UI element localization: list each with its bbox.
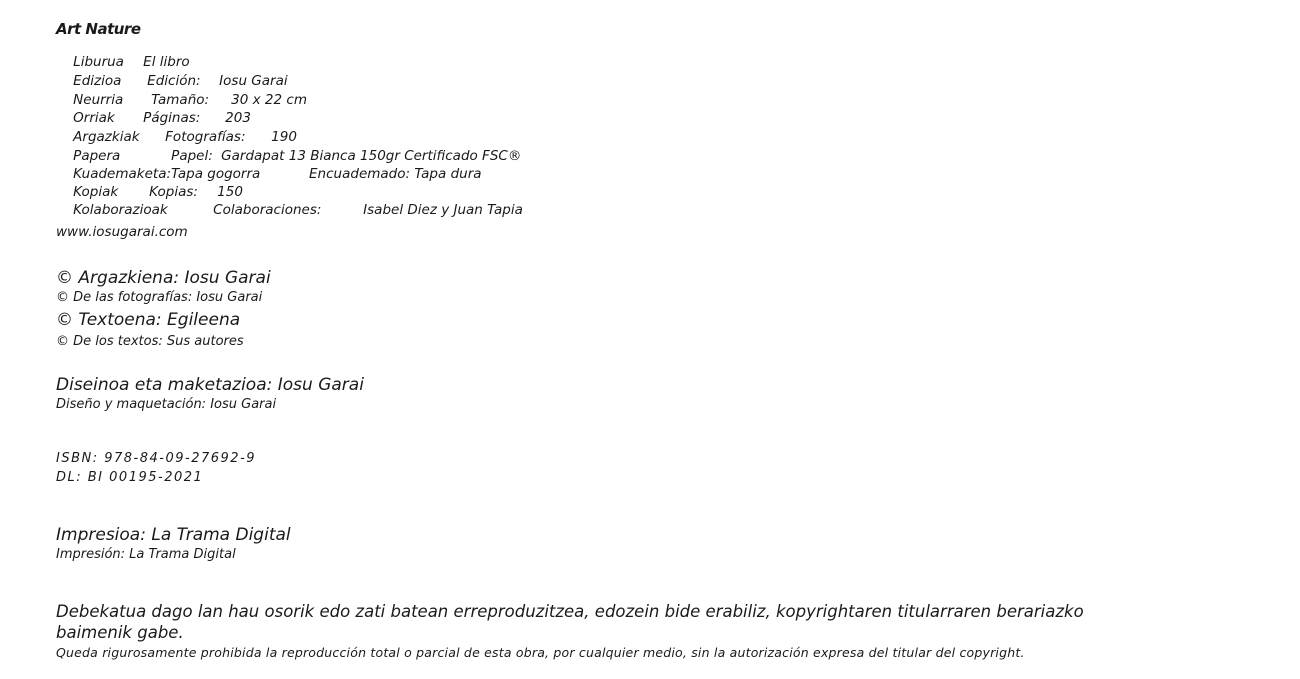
spec-label-es: Tamaño:: [151, 91, 210, 108]
spec-value: 150: [217, 183, 243, 200]
printing-credit-eu: Impresioa: La Trama Digital: [56, 525, 291, 545]
spec-label-eu: Kolaborazioak: [73, 201, 168, 218]
rights-notice-es: Queda rigurosamente prohibida la reproducción total o parcial de esta obra, por cualquier medio, sin la autorización expresa del titular del copyright.: [56, 645, 1025, 660]
design-credit-es: Diseño y maquetación: Iosu Garai: [56, 397, 277, 412]
design-credit-eu: Diseinoa eta maketazioa: Iosu Garai: [56, 375, 364, 395]
spec-value-eu: Tapa gogorra: [171, 165, 261, 182]
spec-label-eu: Liburua: [73, 53, 124, 70]
spec-label-eu: Kopiak: [73, 183, 119, 200]
isbn: ISBN: 978-84-09-27692-9: [56, 451, 257, 466]
website-url: www.iosugarai.com: [56, 224, 188, 240]
spec-label-es: El libro: [143, 53, 190, 70]
spec-value: Iosu Garai: [219, 72, 288, 89]
spec-value: Isabel Diez y Juan Tapia: [363, 201, 523, 218]
spec-value: 203: [225, 109, 251, 126]
spec-label-es: Papel:: [171, 147, 213, 164]
spec-label-es: Colaboraciones:: [213, 201, 322, 218]
spec-value: Gardapat 13 Bianca 150gr Certificado FSC®: [221, 147, 522, 164]
spec-label-es: Fotografías:: [165, 128, 246, 145]
photo-copyright-eu: © Argazkiena: Iosu Garai: [56, 268, 271, 288]
book-title: Art Nature: [56, 20, 141, 38]
text-copyright-eu: © Textoena: Egileena: [56, 310, 241, 330]
spec-label-eu: Neurria: [73, 91, 124, 108]
photo-copyright-es: © De las fotografías: Iosu Garai: [56, 290, 263, 305]
spec-label-eu: Edizioa: [73, 72, 122, 89]
spec-label-eu: Papera: [73, 147, 121, 164]
spec-label-es: Edición:: [147, 72, 201, 89]
spec-label-eu: Kuademaketa:: [73, 165, 172, 182]
spec-label-es: Páginas:: [143, 109, 201, 126]
text-copyright-es: © De los textos: Sus autores: [56, 334, 244, 349]
printing-credit-es: Impresión: La Trama Digital: [56, 547, 236, 562]
spec-label-eu: Argazkiak: [73, 128, 140, 145]
rights-notice-eu-line2: baimenik gabe.: [56, 623, 184, 642]
spec-value-es: Encuademado: Tapa dura: [309, 165, 482, 182]
spec-value: 30 x 22 cm: [231, 91, 307, 108]
spec-value: 190: [271, 128, 297, 145]
spec-label-eu: Orriak: [73, 109, 115, 126]
rights-notice-eu-line1: Debekatua dago lan hau osorik edo zati batean erreproduzitzea, edozein bide erabiliz, kopyrightaren titularraren berariazko: [56, 602, 1084, 621]
legal-deposit: DL: BI 00195-2021: [56, 470, 204, 485]
spec-label-es: Kopias:: [149, 183, 198, 200]
